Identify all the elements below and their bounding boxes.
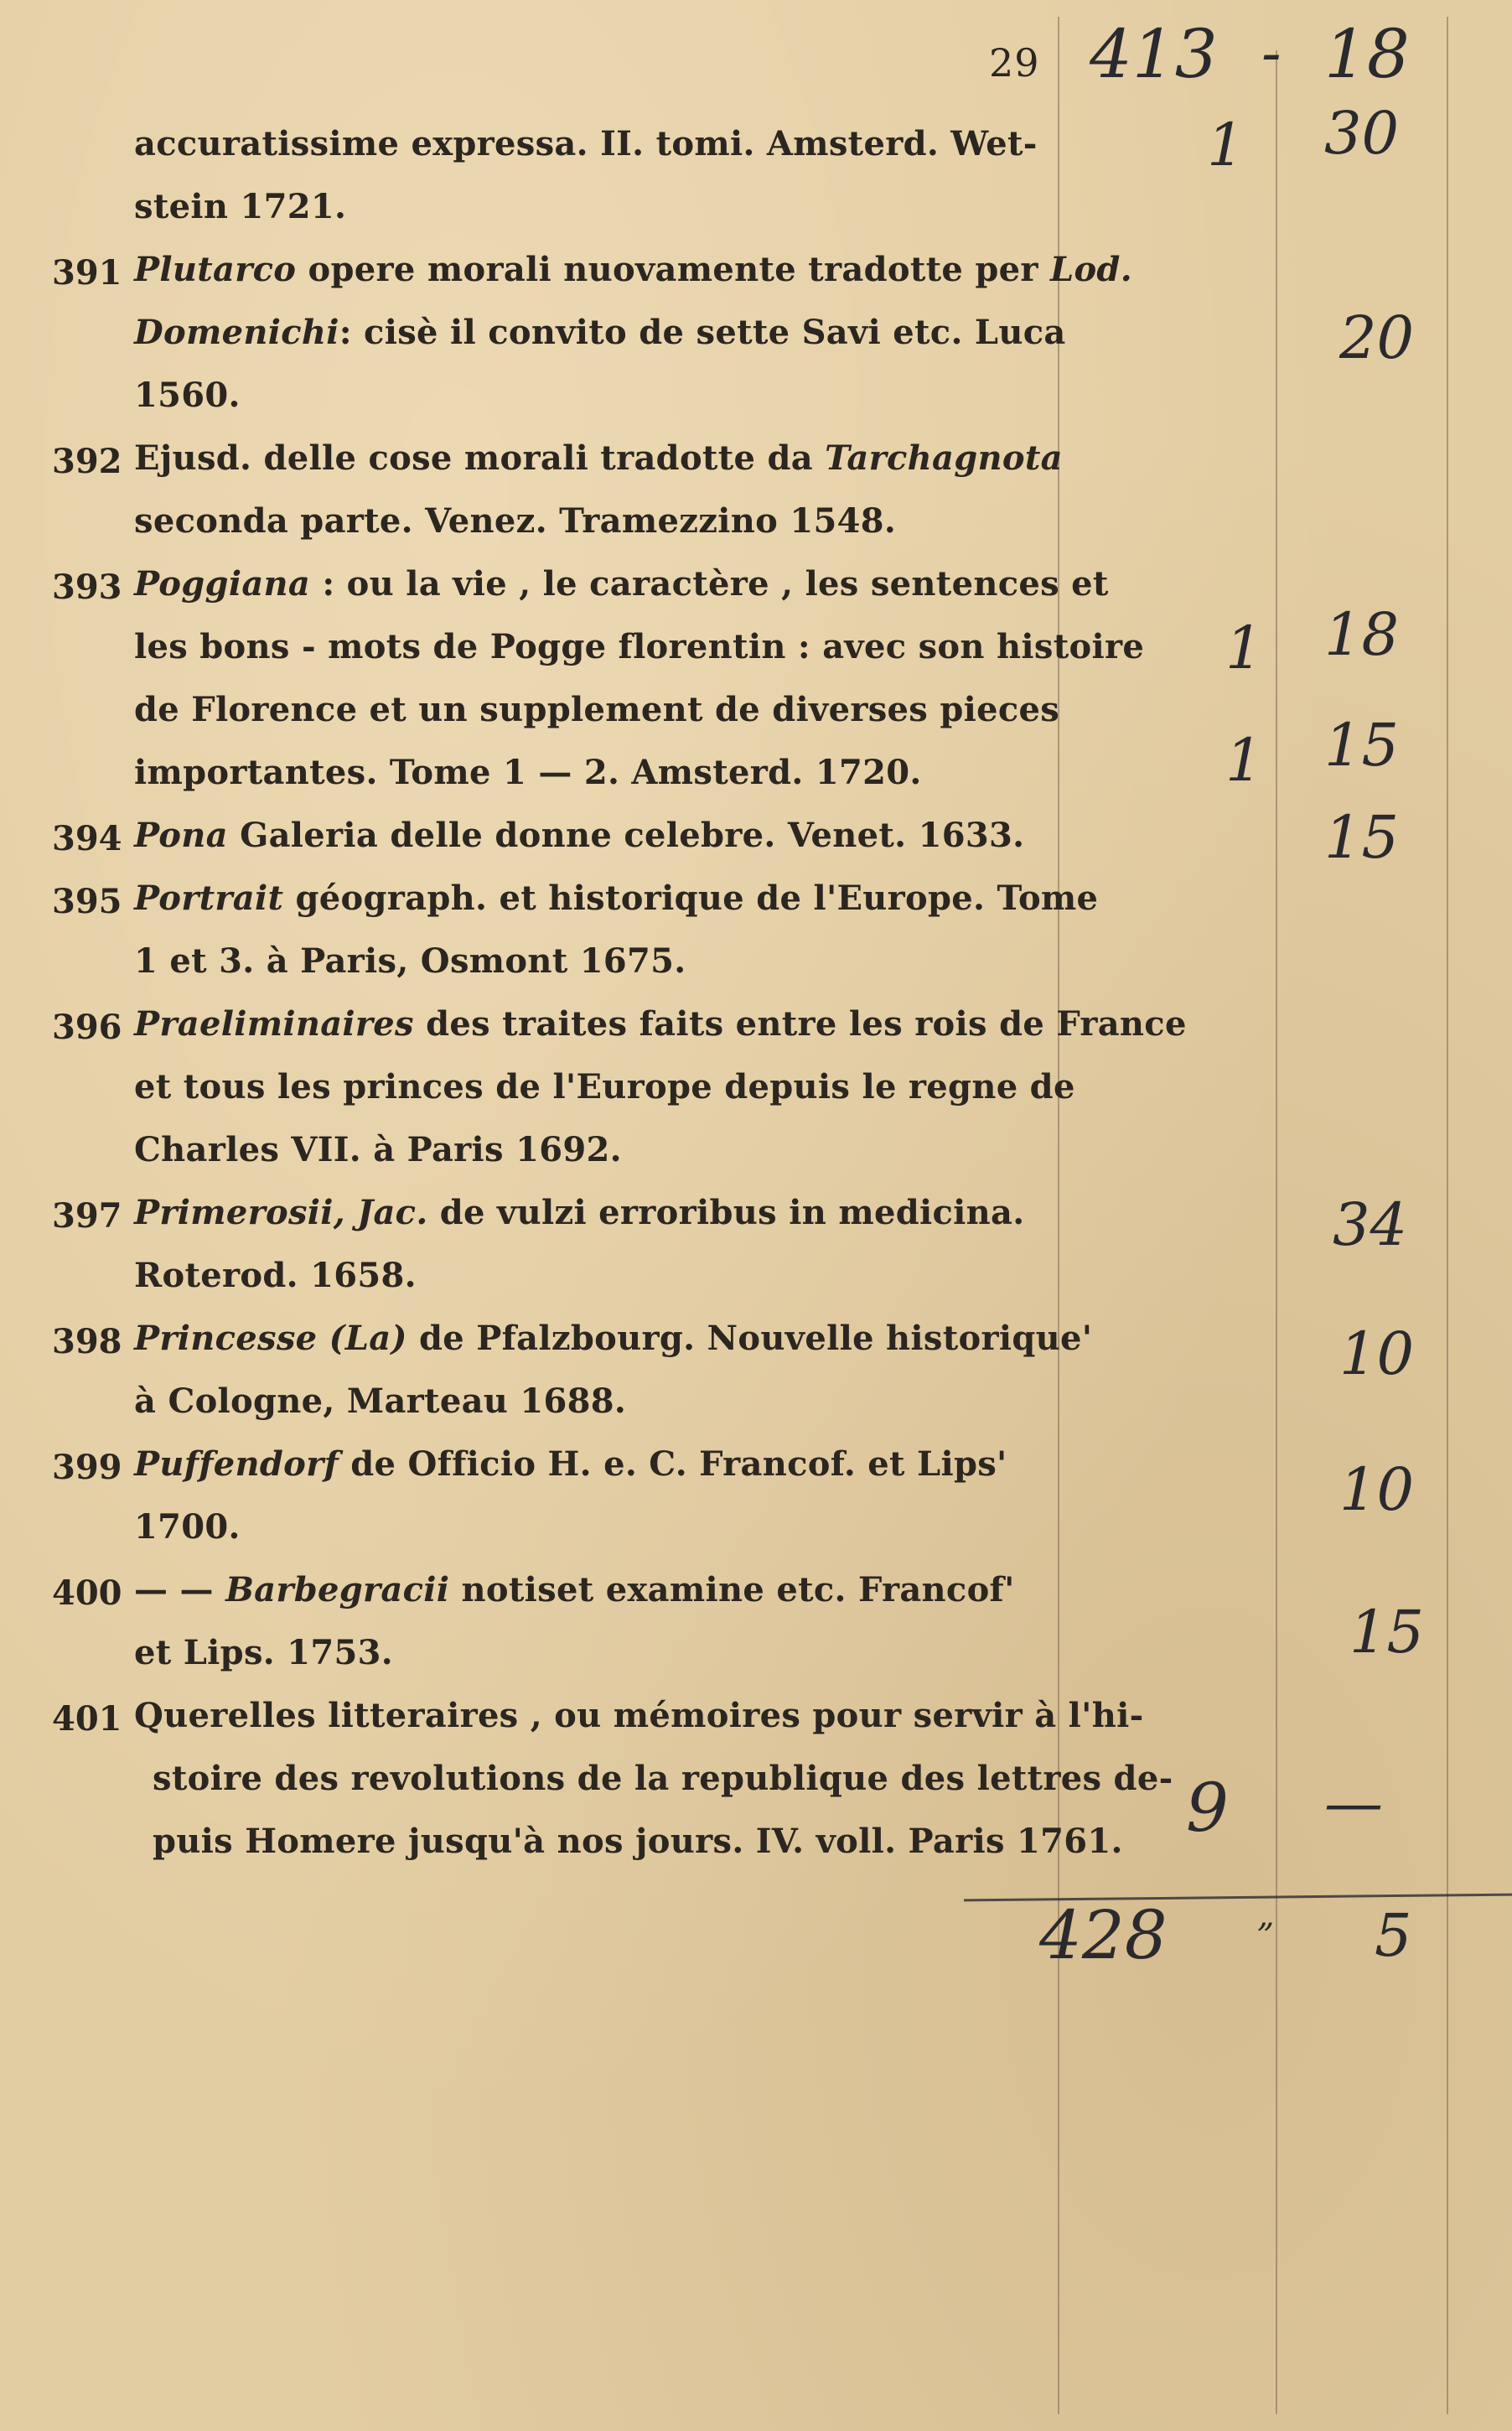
hand-carry-right: 18 bbox=[1324, 15, 1410, 93]
entry-text: opere morali nuovamente tradotte per bbox=[296, 250, 1051, 289]
ruled-line-right bbox=[1447, 17, 1448, 2414]
hand-carry-dash: - bbox=[1261, 18, 1282, 87]
lot-number: 397 bbox=[52, 1196, 122, 1236]
hand-row3-left: 1 bbox=[1225, 614, 1263, 682]
lot-number: 399 bbox=[52, 1448, 122, 1487]
lot-number: 400 bbox=[52, 1573, 122, 1613]
italic-title-text: Puffendorf bbox=[134, 1444, 339, 1484]
entry-line bbox=[134, 1193, 1025, 1232]
lot-number: 393 bbox=[52, 568, 122, 607]
entry-line bbox=[134, 124, 1038, 163]
entry-text: Ejusd. delle cose morali tradotte da bbox=[134, 438, 826, 478]
italic-title-text: Praeliminaires bbox=[134, 1004, 414, 1044]
entry-text: — — bbox=[134, 1570, 226, 1609]
lot-number: 391 bbox=[52, 253, 122, 293]
entry-text: 1 et 3. à Paris, Osmont 1675. bbox=[134, 941, 686, 981]
entry-text: de Pfalzbourg. Nouvelle historique' bbox=[406, 1319, 1093, 1358]
entry-text: Galeria delle donne celebre. Venet. 1633. bbox=[227, 816, 1025, 855]
entry-text: des traites faits entre les rois de France bbox=[413, 1004, 1187, 1044]
entry-text: puis Homere jusqu'à nos jours. IV. voll. Paris 1761. bbox=[153, 1822, 1123, 1861]
entry-line bbox=[134, 879, 1099, 918]
entry-line bbox=[134, 313, 1066, 352]
hand-row2-right: 20 bbox=[1339, 303, 1415, 372]
lot-number: 395 bbox=[52, 882, 122, 921]
ruled-line-left bbox=[1058, 17, 1059, 2414]
lot-number: 401 bbox=[52, 1699, 122, 1739]
hand-row10-right: — bbox=[1324, 1769, 1383, 1838]
hand-row4-right: 15 bbox=[1324, 711, 1400, 780]
lot-number: 396 bbox=[52, 1008, 122, 1047]
hand-row3-right: 18 bbox=[1324, 600, 1400, 669]
entry-text: stein 1721. bbox=[134, 187, 347, 226]
ruled-line-middle bbox=[1276, 50, 1277, 2414]
entry-text: seconda parte. Venez. Tramezzino 1548. bbox=[134, 501, 897, 541]
entry-line bbox=[134, 941, 686, 981]
entry-text: et Lips. 1753. bbox=[134, 1633, 393, 1672]
italic-title-text: Tarchagnota bbox=[825, 438, 1063, 478]
entry-text: géograph. et historique de l'Europe. Tome bbox=[283, 879, 1099, 918]
entry-line bbox=[134, 438, 1063, 478]
entry-text: Roterod. 1658. bbox=[134, 1256, 417, 1295]
italic-title-text: Barbegracii bbox=[225, 1570, 450, 1609]
entry-text: 1560. bbox=[134, 376, 241, 415]
hand-total-right: 5 bbox=[1375, 1901, 1412, 1970]
hand-row8-right: 10 bbox=[1339, 1455, 1415, 1524]
entry-line bbox=[134, 816, 1025, 855]
entry-line bbox=[134, 187, 347, 226]
lot-number: 398 bbox=[52, 1322, 122, 1361]
italic-title-text: Domenichi bbox=[134, 313, 339, 352]
entry-text: Querelles litteraires , ou mémoires pour servir à l'hi- bbox=[134, 1696, 1144, 1735]
italic-title-text: Primerosii, Jac. bbox=[134, 1193, 428, 1232]
hand-total-mid: „ bbox=[1257, 1896, 1275, 1935]
entry-text: de vulzi erroribus in medicina. bbox=[427, 1193, 1025, 1232]
entry-line bbox=[134, 1319, 1093, 1358]
entry-line bbox=[134, 1507, 241, 1547]
entry-text: Charles VII. à Paris 1692. bbox=[134, 1130, 622, 1169]
hand-carry-left: 413 bbox=[1090, 15, 1218, 93]
entry-line bbox=[134, 1696, 1144, 1735]
hand-row5-right: 15 bbox=[1324, 803, 1400, 872]
entry-text: : cisè il convito de sette Savi etc. Luca bbox=[339, 313, 1066, 352]
entry-line bbox=[134, 627, 1145, 666]
entry-text: à Cologne, Marteau 1688. bbox=[134, 1381, 627, 1421]
entry-line bbox=[134, 376, 241, 415]
entry-line bbox=[134, 501, 897, 541]
entry-line bbox=[134, 1444, 1007, 1484]
hand-total-left: 428 bbox=[1039, 1896, 1168, 1974]
page-number: 29 bbox=[989, 40, 1040, 86]
italic-title-text: Portrait bbox=[134, 879, 284, 918]
entry-line bbox=[134, 1067, 1075, 1107]
entry-text: stoire des revolutions de la republique des lettres de- bbox=[153, 1759, 1173, 1798]
entry-line bbox=[134, 1004, 1187, 1044]
hand-row1-left: 1 bbox=[1207, 111, 1245, 179]
entry-text: : ou la vie , le caractère , les sentences et bbox=[310, 564, 1109, 604]
lot-number: 394 bbox=[52, 819, 122, 858]
entry-text: accuratissime expressa. II. tomi. Amsterd. Wet- bbox=[134, 124, 1038, 163]
italic-title-text: Lod. bbox=[1050, 250, 1132, 289]
entry-line bbox=[134, 690, 1060, 729]
entry-text: notiset examine etc. Francof' bbox=[449, 1570, 1015, 1609]
entry-line bbox=[134, 564, 1109, 604]
entry-line bbox=[134, 1633, 393, 1672]
entry-line bbox=[153, 1759, 1173, 1798]
hand-row4-left: 1 bbox=[1225, 726, 1263, 795]
entry-line bbox=[134, 753, 922, 792]
hand-row6-right: 34 bbox=[1333, 1190, 1408, 1259]
hand-row10-left: 9 bbox=[1186, 1769, 1229, 1847]
entry-line bbox=[134, 1381, 627, 1421]
entry-text: importantes. Tome 1 — 2. Amsterd. 1720. bbox=[134, 753, 922, 792]
entry-line bbox=[134, 1130, 622, 1169]
hand-row1-right: 30 bbox=[1324, 99, 1400, 168]
italic-title-text: Poggiana bbox=[134, 564, 311, 604]
italic-title-text: Plutarco bbox=[134, 250, 297, 289]
entry-text: et tous les princes de l'Europe depuis le regne de bbox=[134, 1067, 1075, 1107]
lot-number: 392 bbox=[52, 442, 122, 481]
entry-text: de Officio H. e. C. Francof. et Lips' bbox=[339, 1444, 1007, 1484]
entry-line bbox=[153, 1822, 1123, 1861]
entry-line bbox=[134, 250, 1132, 289]
entry-line bbox=[134, 1570, 1015, 1609]
entry-line bbox=[134, 1256, 417, 1295]
hand-row7-right: 10 bbox=[1339, 1319, 1415, 1388]
entry-text: 1700. bbox=[134, 1507, 241, 1547]
entry-text: de Florence et un supplement de diverses pieces bbox=[134, 690, 1060, 729]
italic-title-text: Princesse (La) bbox=[134, 1319, 407, 1358]
entry-text: les bons - mots de Pogge florentin : avec son histoire bbox=[134, 627, 1145, 666]
italic-title-text: Pona bbox=[134, 816, 228, 855]
hand-row9-right: 15 bbox=[1349, 1598, 1425, 1666]
